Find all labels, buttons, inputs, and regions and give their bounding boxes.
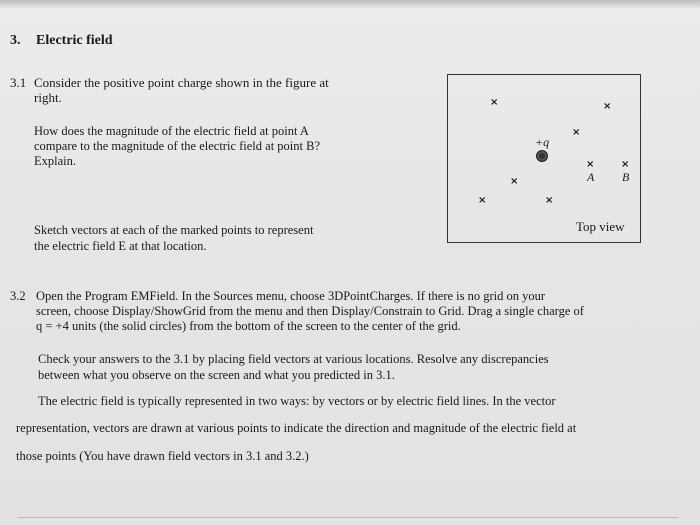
point-a-label: A [587, 170, 595, 184]
page-divider [18, 517, 678, 518]
q32-number: 3.2 [10, 289, 26, 303]
section-number: 3. [10, 33, 21, 48]
scan-edge [0, 0, 700, 8]
point-a-marker: × [586, 159, 595, 170]
q32-rep-line1: The electric field is typically represented in two ways: by vectors or by electric field lines. In the vector [38, 394, 556, 408]
q32-line2: screen, choose Display/ShowGrid from the menu and then Display/Constrain to Grid. Drag a single charge of [36, 304, 584, 318]
figure-caption: Top view [576, 219, 625, 234]
q32-rep-line3: those points (You have drawn field vectors in 3.1 and 3.2.) [16, 449, 309, 463]
q32-line3: q = +4 units (the solid circles) from the bottom of the screen to the center of the grid. [36, 319, 461, 333]
q31-question-line3: Explain. [34, 154, 77, 168]
field-point-marker: × [545, 195, 554, 206]
q32-check-line1: Check your answers to the 3.1 by placing field vectors at various locations. Resolve any discrepancies [38, 352, 549, 366]
q31-line1: Consider the positive point charge shown in the figure at [34, 75, 329, 90]
q31-sketch-line2: the electric field E at that location. [34, 239, 207, 253]
charge-label: +q [535, 135, 550, 149]
section-title: Electric field [36, 33, 113, 48]
q31-sketch-line1: Sketch vectors at each of the marked points to represent [34, 223, 314, 237]
q32-check-line2: between what you observe on the screen and what you predicted in 3.1. [38, 368, 395, 382]
point-charge [536, 150, 548, 162]
q31-question-line2: compare to the magnitude of the electric field at point B? [34, 139, 321, 153]
q31-number: 3.1 [10, 75, 27, 90]
point-b-marker: × [621, 159, 630, 170]
field-point-marker: × [490, 97, 499, 108]
point-b-label: B [622, 170, 630, 184]
q31-question-line1: How does the magnitude of the electric field at point A [34, 124, 309, 138]
q31-line2: right. [34, 90, 62, 105]
field-point-marker: × [510, 176, 519, 187]
field-point-marker: × [603, 101, 612, 112]
q32-line1: Open the Program EMField. In the Sources menu, choose 3DPointCharges. If there is no grid on your [36, 289, 546, 303]
field-point-marker: × [478, 195, 487, 206]
q32-rep-line2: representation, vectors are drawn at various points to indicate the direction and magnitude of the electric field at [16, 421, 577, 435]
field-point-marker: × [572, 127, 581, 138]
